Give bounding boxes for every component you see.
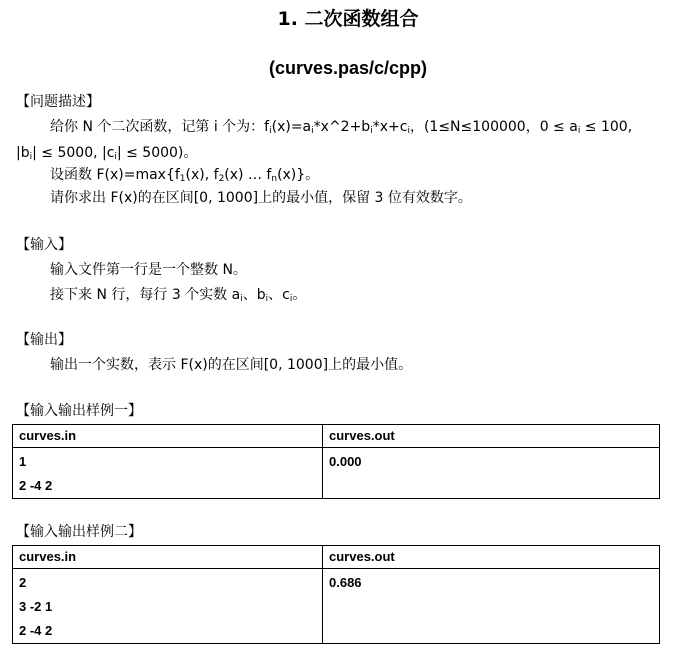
description-line-2: $|b_i| \le 5000$, $|c_i| \le 5000$)。 [16,145,198,162]
sample2-input-line: 2 -4 2 [19,623,53,638]
sample2-col-out: curves.out [323,546,660,569]
problem-filename: (curves.pas/c/cpp) [268,58,428,78]
output-heading: 【输出】 [16,332,72,348]
input-heading: 【输入】 [16,237,72,253]
sample2-heading: 【输入输出样例二】 [16,524,142,540]
input-line-1: 输入文件第一行是一个整数 N。 [50,262,247,278]
sample2-output-cell [323,569,660,644]
sample1-col-out: curves.out [323,425,660,448]
sample1-table [12,424,660,499]
input-line-2: 接下来 N 行，每行 3 个实数 $a_i$、$b_i$、$c_i$。 [50,287,307,304]
sample2-output-line: 0.686 [329,575,362,590]
problem-title: 1. 二次函数组合 [277,8,419,30]
output-line-1: 输出一个实数，表示 F(x)的在区间[0, 1000]上的最小值。 [50,357,413,373]
sample1-input-line: 2 -4 2 [19,478,53,493]
sample1-col-in: curves.in [13,425,323,448]
sample1-input-line: 1 [19,454,27,469]
sample1-output-line: 0.000 [329,454,362,469]
sample2-table [12,545,660,644]
sample2-input-line: 3 -2 1 [19,599,53,614]
description-line-4: 请你求出 F(x)的在区间[0, 1000]上的最小值，保留 3 位有效数字。 [50,190,472,206]
sample2-input-line: 2 [19,575,27,590]
sample2-col-in: curves.in [13,546,323,569]
sample1-input-cell [13,448,323,499]
sample1-output-cell [323,448,660,499]
sample2-input-cell [13,569,323,644]
description-line-1: 给你 N 个二次函数，记第 i 个为：$f_i(x)=a_i*x\^{}2+b_i*x+c_i$，(1≤N≤100000，$0 \le a_i \le 100$, [50,119,633,136]
description-line-3: 设函数 $F(x)=\max\{f_1(x)$, $f_2(x)$ … $f_n(x)$}。 [50,167,320,184]
sample1-heading: 【输入输出样例一】 [16,403,142,419]
description-heading: 【问题描述】 [16,94,100,110]
